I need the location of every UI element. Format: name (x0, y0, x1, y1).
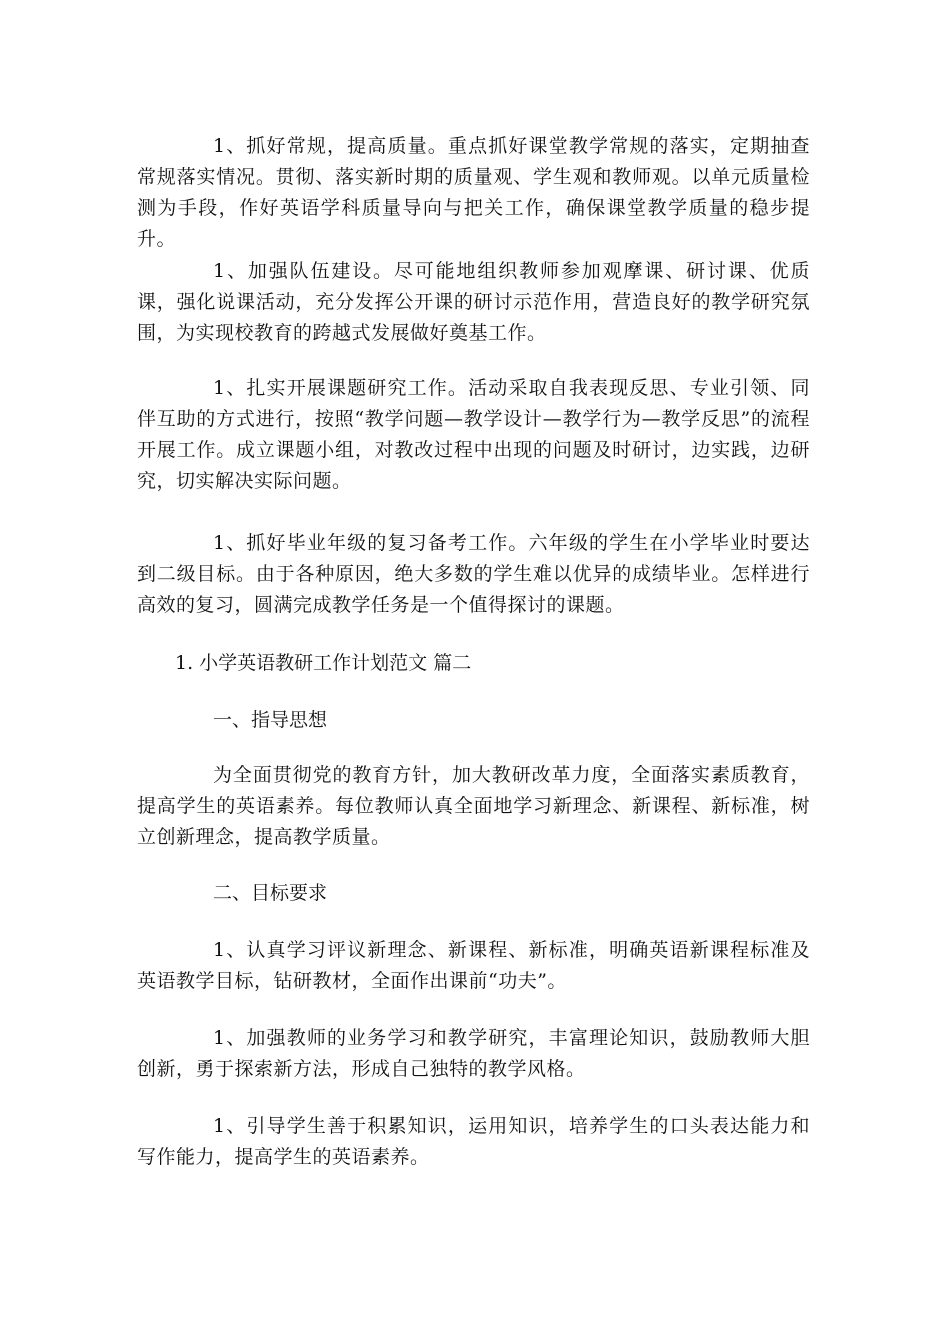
paragraph-guiding-thought: 为全面贯彻党的教育方针，加大教研改革力度，全面落实素质教育，提高学生的英语素养。每位教师认真全面地学习新理念、新课程、新标准，树立创新理念，提高教学质量。 (137, 764, 810, 848)
section-title: 1. 小学英语教研工作计划范文 篇二 (175, 652, 472, 674)
paragraph-research: 1、扎实开展课题研究工作。活动采取自我表现反思、专业引领、同伴互助的方式进行，按照“教学问题—教学设计—教学行为—教学反思”的流程开展工作。成立课题小组，对教改过程中出现的问题及时研讨，边实践，边研究，切实解决实际问题。 (137, 377, 810, 492)
paragraph-goal-teacher: 1、加强教师的业务学习和教学研究，丰富理论知识，鼓励教师大胆创新，勇于探索新方法，形成自己独特的教学风格。 (137, 1027, 810, 1080)
paragraph-quality: 1、抓好常规，提高质量。重点抓好课堂教学常规的落实，定期抽查常规落实情况。贯彻、落实新时期的质量观、学生观和教师观。以单元质量检测为手段，作好英语学科质量导向与把关工作，确保课堂教学质量的稳步提升。 (137, 135, 810, 250)
heading-guiding-thought: 一、指导思想 (213, 709, 328, 731)
heading-goals: 二、目标要求 (213, 882, 328, 904)
paragraph-graduation-review: 1、抓好毕业年级的复习备考工作。六年级的学生在小学毕业时要达到二级目标。由于各种原因，绝大多数的学生难以优异的成绩毕业。怎样进行高效的复习，圆满完成教学任务是一个值得探讨的课题。 (137, 532, 810, 616)
paragraph-goal-student: 1、引导学生善于积累知识，运用知识，培养学生的口头表达能力和写作能力，提高学生的英语素养。 (137, 1115, 810, 1168)
paragraph-goal-study: 1、认真学习评议新理念、新课程、新标准，明确英语新课程标准及英语教学目标，钻研教材，全面作出课前“功夫”。 (137, 939, 810, 992)
paragraph-team-building: 1、加强队伍建设。尽可能地组织教师参加观摩课、研讨课、优质课，强化说课活动，充分发挥公开课的研讨示范作用，营造良好的教学研究氛围，为实现校教育的跨越式发展做好奠基工作。 (137, 260, 810, 344)
